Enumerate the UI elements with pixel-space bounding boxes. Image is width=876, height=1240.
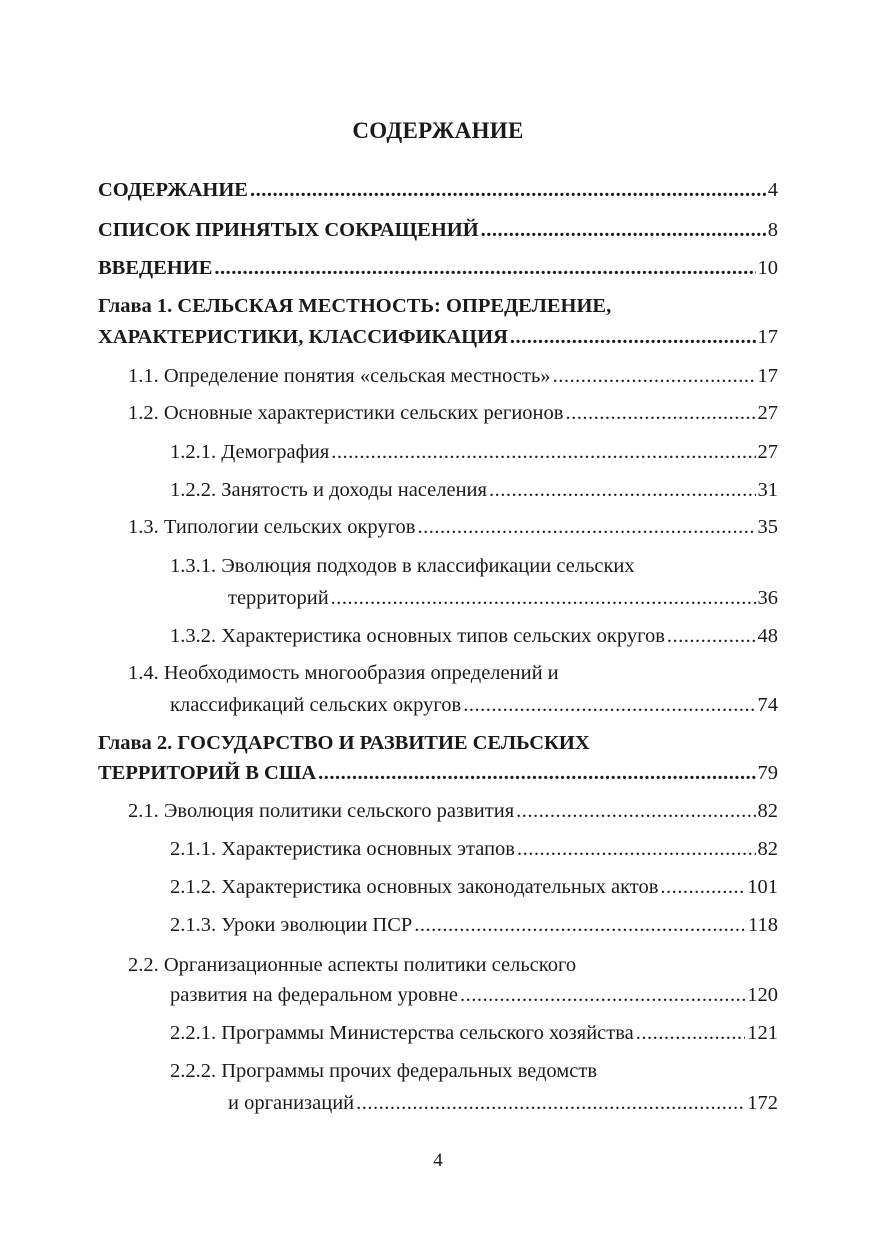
toc-entry-line [170,837,778,861]
toc-entry-line [98,761,778,785]
dot-leader [636,1021,746,1045]
toc-entry-line [128,364,778,388]
toc-entry-title: 1.3.2. Характеристика основных типов сельских округов [170,625,665,647]
dot-leader [414,913,746,937]
toc-entry-line [98,294,611,318]
toc-entry-page: 31 [757,479,778,501]
dot-leader [331,440,755,464]
dot-leader [214,256,755,280]
dot-leader [565,401,755,425]
dot-leader [331,586,756,610]
toc-entry-page: 118 [748,914,778,936]
toc-entry-page: 79 [757,762,778,784]
toc-entry-page: 17 [757,365,778,387]
dot-leader [517,837,756,861]
toc-entry-title: территорий [228,587,329,609]
dot-leader [318,761,755,785]
dot-leader [417,515,755,539]
toc-entry-line [170,478,778,502]
toc-entry-line [170,693,778,717]
toc-entry-page: 74 [757,694,778,716]
toc-entry-title: 2.1.3. Уроки эволюции ПСР [170,914,413,936]
toc-entry-line [128,515,778,539]
toc-entry-page: 27 [757,402,778,424]
toc-entry-page: 82 [757,838,778,860]
toc-entry-title: 2.1.2. Характеристика основных законодательных актов [170,876,659,898]
toc-entry-page: 121 [747,1022,778,1044]
toc-entry-title: 1.1. Определение понятия «сельская местность» [128,365,551,387]
toc-entry-title: и организаций [228,1092,355,1114]
toc-entry-title: 2.2.1. Программы Министерства сельского хозяйства [170,1022,634,1044]
dot-leader [481,218,766,242]
toc-entry-line [98,256,778,280]
toc-entry-line [170,983,778,1007]
toc-entry-page: 8 [767,219,778,241]
toc-entry-title: ХАРАКТЕРИСТИКИ, КЛАССИФИКАЦИЯ [98,326,508,348]
toc-entry-line [228,586,778,610]
toc-entry-line [170,624,778,648]
toc-entry-page: 82 [757,800,778,822]
toc-entry-page: 10 [757,257,778,279]
toc-entry-title: 2.1. Эволюция политики сельского развития [128,800,515,822]
toc-entry-title: 2.2. Организационные аспекты политики сельского [128,954,577,976]
toc-entry-title: ТЕРРИТОРИЙ В США [98,762,317,784]
toc-entry-title: Глава 2. ГОСУДАРСТВО И РАЗВИТИЕ СЕЛЬСКИХ [98,732,590,754]
toc-entry-line [98,178,778,202]
dot-leader [516,799,755,823]
toc-entry-line [98,325,778,349]
toc-entry-page: 35 [757,516,778,538]
toc-entry-title: ВВЕДЕНИЕ [98,257,213,279]
toc-entry-page: 172 [747,1092,778,1114]
toc-entry-title: 1.3. Типологии сельских округов [128,516,416,538]
toc-entry-page: 48 [757,625,778,647]
dot-leader [510,325,756,349]
toc-entry-title: 2.2.2. Программы прочих федеральных ведомств [170,1060,598,1082]
toc-entry-line [170,1059,597,1083]
toc-entry-title: 2.1.1. Характеристика основных этапов [170,838,515,860]
toc-entry-line [170,913,778,937]
toc-entry-line [170,554,635,578]
toc-entry-title: 1.2.1. Демография [170,441,330,463]
dot-leader [463,693,755,717]
toc-entry-title: классификаций сельских округов [170,694,462,716]
toc-entry-title: Глава 1. СЕЛЬСКАЯ МЕСТНОСТЬ: ОПРЕДЕЛЕНИЕ, [98,295,612,317]
dot-leader [489,478,756,502]
dot-leader [553,364,756,388]
toc-entry-line [128,799,778,823]
toc-entry-page: 120 [747,984,778,1006]
toc-entry-line [228,1091,778,1115]
toc-entry-line [98,218,778,242]
toc-entry-title: СОДЕРЖАНИЕ [98,179,248,201]
dot-leader [660,875,745,899]
toc-entry-page: 27 [757,441,778,463]
toc-entry-line [170,440,778,464]
toc-entry-line [128,401,778,425]
toc-entry-page: 36 [757,587,778,609]
toc-entry-title: 1.4. Необходимость многообразия определений и [128,662,559,684]
page-title: СОДЕРЖАНИЕ [352,118,524,143]
toc-entry-title: 1.3.1. Эволюция подходов в классификации сельских [170,555,635,577]
toc-entry-title: развития на федеральном уровне [170,984,458,1006]
toc-entry-line [128,953,576,977]
dot-leader [356,1091,745,1115]
dot-leader [667,624,756,648]
toc-entry-line [170,875,778,899]
toc-entry-line [98,731,590,755]
toc-entry-page: 4 [767,179,778,201]
toc-entry-page: 17 [757,326,778,348]
toc-entry-page: 101 [747,876,778,898]
toc-entry-title: 1.2. Основные характеристики сельских регионов [128,402,564,424]
toc-entry-title: СПИСОК ПРИНЯТЫХ СОКРАЩЕНИЙ [98,219,479,241]
toc-entry-title: 1.2.2. Занятость и доходы населения [170,479,487,501]
toc-entry-line [128,661,559,685]
dot-leader [460,983,745,1007]
dot-leader [250,178,766,202]
toc-entry-line [170,1021,778,1045]
page-number: 4 [433,1150,443,1171]
